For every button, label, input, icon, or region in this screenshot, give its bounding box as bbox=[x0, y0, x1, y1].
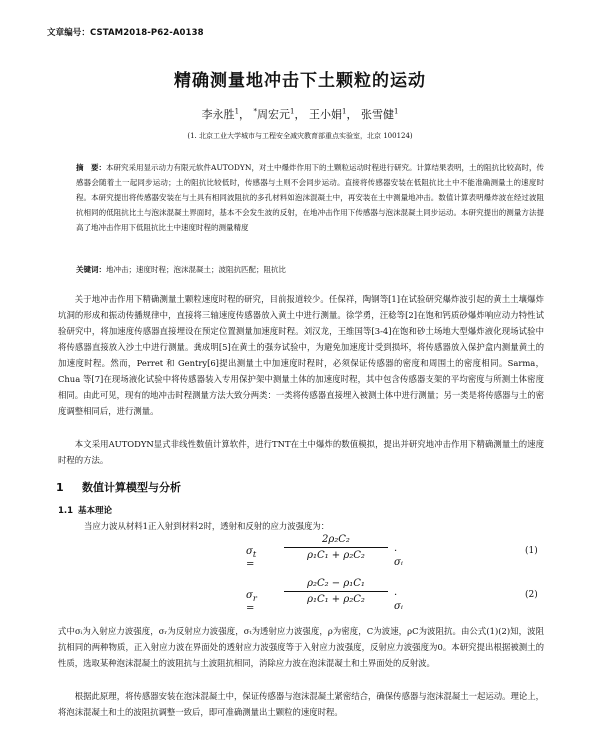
equation-2-numerator: ρ₂C₂ − ρ₁C₁ bbox=[307, 578, 365, 589]
equation-1-numerator: 2ρ₂C₂ bbox=[322, 534, 350, 545]
equation-2-label: (2) bbox=[525, 590, 538, 600]
equation-2-fraction bbox=[284, 578, 388, 605]
keywords bbox=[76, 262, 544, 277]
author-2: *周宏元$^1$ bbox=[253, 107, 295, 121]
intro-paragraph-2: 本文采用AUTODYN显式非线性数值计算软件，进行TNT在土中爆炸的数值模拟，提出并研究地冲击作用下精确测量土的速度时程的方法。 bbox=[58, 439, 544, 465]
paper-title: 精确测量地冲击下土颗粒的运动 bbox=[174, 71, 426, 91]
author-1: 李永胜$^1$ bbox=[201, 107, 240, 121]
author-4: 张雪健$^1$ bbox=[360, 107, 399, 121]
equation-1-denominator: ρ₁C₁ + ρ₂C₂ bbox=[307, 550, 365, 561]
abstract-label: 摘 要： bbox=[76, 163, 107, 172]
equation-1-fraction bbox=[284, 534, 388, 561]
subsection-number: 1.1 bbox=[58, 506, 74, 516]
equation-1-lhs: $\sigma_t$ = bbox=[246, 546, 257, 570]
abstract-text: 本研究采用显示动力有限元软件AUTODYN，对土中爆炸作用下的土颗粒运动时程进行研究。计算结果表明，土的阻抗比较高时，传感器会随着土一起同步运动；土的阻抗比较低时，传感器与土则不会同步运动。直接将传感器安装在低阻抗比土中不能准确测量土的速度时程。本研究提出将传感器安装在与土具有相同波阻抗的多孔材料如泡沫混凝土中，再安装在土中测量地冲击。数值计算表明爆炸波在经过波阻抗相同的低阻抗比土与泡沫混凝土界面时，基本不会发生波的反射，在地冲击作用下传感器与泡沫混凝土同步运动。本研究提出的测量方法提高了地冲击作用下低阻抗比土中速度时程的测量精度 bbox=[76, 163, 545, 232]
equation-1-rhs: · σᵢ bbox=[394, 546, 403, 568]
subsection-title: 基本理论 bbox=[78, 506, 113, 516]
author-3: 王小娟$^1$ bbox=[309, 107, 347, 121]
section-number: 1 bbox=[56, 481, 64, 494]
section-title: 数值计算模型与分析 bbox=[82, 481, 181, 494]
subsection-heading bbox=[58, 504, 112, 516]
equation-2-rhs: · σᵢ bbox=[394, 590, 403, 612]
intro-paragraph-1: 关于地冲击作用下精确测量土颗粒速度时程的研究，目前报道较少。任保祥，陶钢等[1]在试验研究爆炸波引起的黄土土壤爆炸坑洞的形成和振动传播规律中，直接将三轴速度传感器放入黄土中进行测量。徐学勇，汪稔等[2]在饱和钙质砂爆炸响应动力特性试验研究中，将加速度传感器直接埋设在预定位置测量加速度时程。刘汉龙，王维国等[3-4]在饱和砂土场地大型爆炸液化现场试验中将传感器直接放入沙土中进行测量。龚成明[5]在黄土的强夯试验中，为避免加速度计受到损坏，将传感器放入保护盒内测量黄土的加速度时程。然而，Perret 和 Gentry[6]提出测量土中加速度时程时，必须保证传感器的密度和周围土的密度相同。Sarma，Chua 等[7]在现场液化试验中将传感器装入专用保护架中测量土体的加速度时程，其中包含传感器支架的平均密度与所测土体密度相同。由此可见，现有的地冲击时程测量方法大致分两类：一类将传感器直接埋入被测土体中进行测量；另一类是将传感器与土的密度调整相同后，进行测量。 bbox=[58, 294, 544, 416]
body-paragraph-4: 根据此原理，将传感器安装在泡沫混凝土中，保证传感器与泡沫混凝土紧密结合，确保传感器与泡沫混凝土一起运动。理论上，将泡沫混凝土和土的波阻抗调整一致后，即可准确测量出土颗粒的速度时程。 bbox=[58, 691, 544, 717]
author-list: 李永胜$^1$， *周宏元$^1$， 王小娟$^1$， 张雪健$^1$ bbox=[201, 107, 399, 121]
body-paragraph-3: 式中σᵢ为入射应力波强度，σᵣ为反射应力波强度，σₜ为透射应力波强度，ρ为密度，C为波速，ρC为波阻抗。由公式(1)(2)知，波阻抗相同的两种物质，正入射应力波在界面处的透射应力波强度等于入射应力波强度，反射应力波强度为0。本研究提出根据被测土的性质，选取某种泡沫混凝土的波阻抗与土波阻抗相同，消除应力波在泡沫混凝土和土界面处的反射波。 bbox=[58, 626, 544, 668]
section-heading bbox=[56, 479, 181, 495]
article-number: 文章编号：CSTAM2018-P62-A0138 bbox=[47, 28, 204, 38]
keywords-text: 地冲击；速度时程；泡沫混凝土；波阻抗匹配；阻抗比 bbox=[106, 265, 286, 274]
equation-2-lhs: $\sigma_r$ = bbox=[246, 590, 257, 614]
affiliation: (1. 北京工业大学城市与工程安全减灾教育部重点实验室，北京 100124) bbox=[187, 132, 413, 140]
abstract bbox=[76, 160, 544, 235]
equation-1-label: (1) bbox=[525, 546, 538, 556]
equation-2-denominator: ρ₁C₁ + ρ₂C₂ bbox=[307, 594, 365, 605]
equation-intro: 当应力波从材料1正入射到材料2时，透射和反射的应力波强度为： bbox=[84, 521, 330, 531]
keywords-label: 关键词： bbox=[76, 265, 106, 274]
